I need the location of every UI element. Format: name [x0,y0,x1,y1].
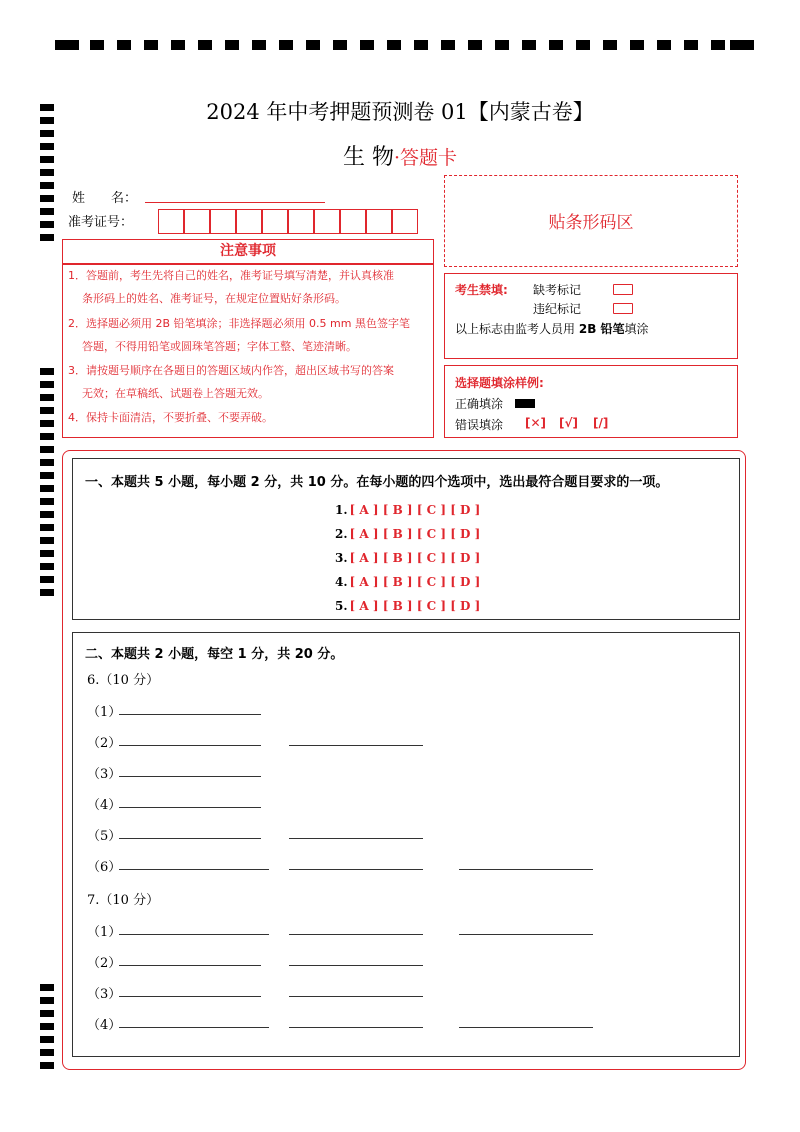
absent-mark[interactable] [613,284,633,295]
q6-part-4-label: （4） [87,798,122,813]
sample-box [444,365,738,438]
id-digit-box[interactable] [314,209,340,234]
mc-question-2[interactable] [335,523,480,542]
answer-line[interactable] [289,996,423,997]
q7-part-4-label: （4） [87,1018,122,1033]
id-digit-box[interactable] [158,209,184,234]
id-label: 准考证号： [68,215,134,230]
id-digit-box[interactable] [392,209,418,234]
id-digit-box[interactable] [340,209,366,234]
forbidden-note-suffix: 填涂 [624,322,649,336]
answer-line[interactable] [289,965,423,966]
mc-question-1[interactable] [335,499,480,518]
subtitle [0,140,800,171]
q6-part-1-label: （1） [87,705,122,720]
question-number: 5. [335,599,348,613]
notice-item: 条形码上的姓名、准考证号，在规定位置贴好条形码。 [82,292,346,305]
wrong-label: 错误填涂 [455,418,504,432]
wrong-mark-1: [✕] [525,416,547,430]
answer-line[interactable] [119,838,261,839]
answer-line[interactable] [459,1027,593,1028]
answer-line[interactable] [119,965,261,966]
answer-line[interactable] [119,807,261,808]
mc-question-4[interactable] [335,571,480,590]
answer-line[interactable] [459,869,593,870]
name-label: 姓 名： [72,191,138,206]
options[interactable]: [ A ] [ B ] [ C ] [ D ] [349,527,481,541]
q6-part-2-label: （2） [87,736,122,751]
forbidden-title: 考生禁填: [455,283,508,297]
id-digit-box[interactable] [236,209,262,234]
wrong-mark-3: [/] [593,416,609,430]
answer-line[interactable] [289,838,423,839]
subtitle-dot: · [393,147,401,169]
mc-question-3[interactable] [335,547,480,566]
q6-part-5-label: （5） [87,829,122,844]
notice-title: 注意事项 [220,243,276,259]
section1-heading: 一、本题共 5 小题，每小题 2 分，共 10 分。在每小题的四个选项中，选出最符合题目要求的一项。 [85,475,669,490]
id-digit-box[interactable] [262,209,288,234]
correct-mark [515,399,535,408]
wrong-mark-2: [√] [559,416,578,430]
section2-heading: 二、本题共 2 小题，每空 1 分，共 20 分。 [85,647,344,662]
notice-item: 无效；在草稿纸、试题卷上答题无效。 [82,387,269,400]
barcode-area [444,175,738,267]
q7-part-1-label: （1） [87,925,122,940]
forbidden-note-bold: 2B 铅笔 [578,322,625,336]
subject: 生 物 [342,145,394,170]
violation-mark[interactable] [613,303,633,314]
mc-question-5[interactable] [335,595,480,614]
answer-line[interactable] [119,714,261,715]
notice-item: 2．选择题必须用 2B 铅笔填涂；非选择题必须用 0.5 mm 黑色签字笔 [68,317,410,330]
answer-line[interactable] [289,1027,423,1028]
id-digit-box[interactable] [366,209,392,234]
id-digit-box[interactable] [210,209,236,234]
options[interactable]: [ A ] [ B ] [ C ] [ D ] [349,575,481,589]
id-digit-box[interactable] [288,209,314,234]
question-number: 4. [335,575,348,589]
section2-box [72,632,740,1057]
name-field[interactable] [145,202,325,203]
forbidden-note-prefix: 以上标志由监考人员用 [455,322,576,336]
notice-item: 4．保持卡面清洁，不要折叠、不要弄破。 [68,411,273,424]
options[interactable]: [ A ] [ B ] [ C ] [ D ] [349,503,481,517]
absent-label: 缺考标记 [533,283,582,297]
answer-line[interactable] [119,776,261,777]
sample-title: 选择题填涂样例: [455,376,544,390]
forbidden-box [444,273,738,359]
q7-part-2-label: （2） [87,956,122,971]
q6-part-3-label: （3） [87,767,122,782]
question-number: 2. [335,527,348,541]
question-number: 1. [335,503,348,517]
answer-line[interactable] [459,934,593,935]
answer-line[interactable] [289,934,423,935]
question-7-label: 7.（10 分） [87,893,160,908]
card-type: 答题卡 [400,147,458,169]
notice-item: 答题，不得用铅笔或圆珠笔答题；字体工整、笔迹清晰。 [82,340,357,353]
page-title: 2024 年中考押题预测卷 01【内蒙古卷】 [206,100,594,124]
notice-item: 1．答题前，考生先将自己的姓名，准考证号填写清楚，并认真核准 [68,269,394,282]
notice-header [62,239,434,264]
correct-label: 正确填涂 [455,397,504,411]
violation-label: 违纪标记 [533,302,582,316]
answer-line[interactable] [119,745,261,746]
answer-line[interactable] [289,869,423,870]
answer-line[interactable] [119,934,269,935]
barcode-label: 贴条形码区 [548,213,634,233]
options[interactable]: [ A ] [ B ] [ C ] [ D ] [349,551,481,565]
section1-box [72,458,740,620]
answer-line[interactable] [289,745,423,746]
answer-line[interactable] [119,869,269,870]
answer-line[interactable] [119,996,261,997]
id-digit-box[interactable] [184,209,210,234]
answer-line[interactable] [119,1027,269,1028]
forbidden-note [455,320,649,337]
question-number: 3. [335,551,348,565]
q6-part-6-label: （6） [87,860,122,875]
options[interactable]: [ A ] [ B ] [ C ] [ D ] [349,599,481,613]
question-6-label: 6.（10 分） [87,673,160,688]
q7-part-3-label: （3） [87,987,122,1002]
notice-item: 3．请按题号顺序在各题目的答题区域内作答，超出区域书写的答案 [68,364,394,377]
